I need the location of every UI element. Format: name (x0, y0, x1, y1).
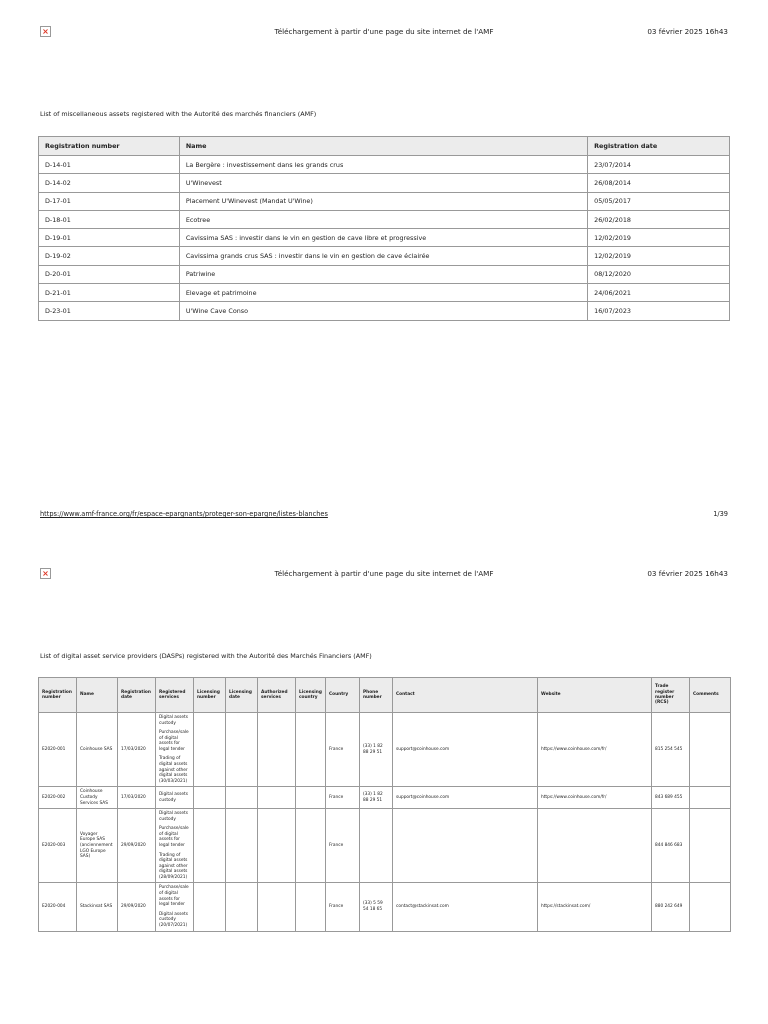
table-cell (156, 809, 194, 883)
table-cell (226, 883, 258, 931)
table-cell: (33) 5 59 54 18 65 (360, 883, 393, 931)
table-cell (156, 713, 194, 787)
table-cell: 815 254 545 (652, 713, 690, 787)
table-cell (194, 883, 226, 931)
table-cell: 16/07/2023 (588, 302, 730, 320)
table-cell: E2020-002 (39, 787, 77, 809)
service-item: Digital assets custody (20/07/2021) (159, 911, 188, 928)
table-cell: 24/06/2021 (588, 284, 730, 302)
table-cell (258, 883, 296, 931)
table-row (39, 192, 730, 210)
table-row (39, 156, 730, 174)
table-cell: D-18-01 (39, 210, 180, 228)
table-row (39, 265, 730, 283)
col-header: Registration date (588, 137, 730, 156)
table-cell: D-21-01 (39, 284, 180, 302)
table-cell: Ecotree (179, 210, 587, 228)
table-cell: D-14-01 (39, 156, 180, 174)
table-cell: D-20-01 (39, 265, 180, 283)
misc-assets-table (38, 136, 730, 321)
table-cell: support@coinhouse.com (393, 713, 538, 787)
table-cell (156, 787, 194, 809)
table-row (39, 174, 730, 192)
table-cell (194, 713, 226, 787)
table-cell: Coinhouse SAS (77, 713, 118, 787)
table-cell (690, 713, 731, 787)
dasp-table (38, 677, 731, 932)
table-row (39, 787, 731, 809)
table-cell: 26/08/2014 (588, 174, 730, 192)
table-cell: 843 689 455 (652, 787, 690, 809)
table-cell: Placement U'Winevest (Mandat U'Wine) (179, 192, 587, 210)
col-header: Country (326, 678, 360, 713)
service-item: Trading of digital assets against other digital assets (30/03/2021) (159, 756, 188, 784)
col-header: Registration number (39, 678, 77, 713)
table-cell: Cavissima grands crus SAS : investir dans le vin en gestion de cave éclairée (179, 247, 587, 265)
table-cell: contact@stackinsat.com (393, 883, 538, 931)
table-cell: U'Winevest (179, 174, 587, 192)
col-header: Registration date (118, 678, 156, 713)
table-row (39, 883, 731, 931)
table-cell: U'Wine Cave Conso (179, 302, 587, 320)
table-row (39, 713, 731, 787)
table-row (39, 284, 730, 302)
table-cell: Patriwine (179, 265, 587, 283)
table-cell (690, 787, 731, 809)
table-cell (226, 809, 258, 883)
table-cell: France (326, 883, 360, 931)
header-date: 03 février 2025 16h43 (647, 569, 728, 578)
table-cell: 08/12/2020 (588, 265, 730, 283)
table-cell: https://www.coinhouse.com/fr/ (538, 713, 652, 787)
table-cell: E2020-001 (39, 713, 77, 787)
table-cell (194, 809, 226, 883)
intro-text: List of digital asset service providers (DASPs) registered with the Autorité des Marchés Financiers (AMF) (40, 652, 372, 660)
col-header: Registered services (156, 678, 194, 713)
table-cell: France (326, 809, 360, 883)
header-title: Téléchargement à partir d'une page du site internet de l'AMF (274, 569, 494, 578)
table-cell: 23/07/2014 (588, 156, 730, 174)
service-item: Trading of digital assets against other digital assets (28/09/2021) (159, 852, 188, 880)
table-cell: D-14-02 (39, 174, 180, 192)
table-cell (258, 787, 296, 809)
table-cell: D-19-02 (39, 247, 180, 265)
page-number: 1/39 (713, 510, 728, 518)
table-cell: 26/02/2018 (588, 210, 730, 228)
table-cell (226, 713, 258, 787)
table-cell: France (326, 713, 360, 787)
col-header: Name (179, 137, 587, 156)
table-cell: D-23-01 (39, 302, 180, 320)
table-cell (296, 883, 326, 931)
page-header (40, 568, 728, 582)
table-cell: E2020-003 (39, 809, 77, 883)
table-cell (360, 809, 393, 883)
table-cell: D-19-01 (39, 229, 180, 247)
page-header (40, 26, 728, 40)
service-item: Purchase/sale of digital assets for legal tender (159, 885, 189, 908)
table-cell: 12/02/2019 (588, 229, 730, 247)
header-date: 03 février 2025 16h43 (647, 27, 728, 36)
table-cell: 05/05/2017 (588, 192, 730, 210)
col-header: Authorized services (258, 678, 296, 713)
table-row (39, 210, 730, 228)
table-cell: https://www.coinhouse.com/fr/ (538, 787, 652, 809)
intro-text: List of miscellaneous assets registered with the Autorité des marchés financiers (AMF) (40, 110, 317, 118)
table-row (39, 229, 730, 247)
table-cell (156, 883, 194, 931)
table-cell: 17/03/2020 (118, 713, 156, 787)
col-header: Contact (393, 678, 538, 713)
table-cell: Stackinsat SAS (77, 883, 118, 931)
table-cell: support@coinhouse.com (393, 787, 538, 809)
broken-image-icon: × (40, 26, 51, 37)
broken-image-icon: × (40, 568, 51, 579)
table-row (39, 809, 731, 883)
service-item: Digital assets custody (159, 792, 188, 803)
service-item: Purchase/sale of digital assets for legal tender (159, 730, 189, 752)
table-cell: Elevage et patrimoine (179, 284, 587, 302)
service-item: Purchase/sale of digital assets for legal tender (159, 826, 189, 848)
table-cell: 29/09/2020 (118, 883, 156, 931)
table-cell: https://stackinsat.com/ (538, 883, 652, 931)
table-cell: 29/09/2020 (118, 809, 156, 883)
service-item: Digital assets custody (159, 715, 188, 726)
table-cell: La Bergère : investissement dans les grands crus (179, 156, 587, 174)
col-header: Comments (690, 678, 731, 713)
table-row (39, 302, 730, 320)
table-cell (258, 809, 296, 883)
table-cell: D-17-01 (39, 192, 180, 210)
col-header: Licensing country (296, 678, 326, 713)
table-cell (393, 809, 538, 883)
col-header: Website (538, 678, 652, 713)
table-cell (226, 787, 258, 809)
table-row (39, 247, 730, 265)
table-cell (258, 713, 296, 787)
table-cell (296, 809, 326, 883)
table-cell (194, 787, 226, 809)
service-item: Digital assets custody (159, 811, 188, 822)
table-cell: (33) 1 82 88 29 51 (360, 713, 393, 787)
col-header: Licensing number (194, 678, 226, 713)
col-header: Licensing date (226, 678, 258, 713)
col-header: Registration number (39, 137, 180, 156)
table-cell (690, 809, 731, 883)
footer-link[interactable]: https://www.amf-france.org/fr/espace-epargnants/proteger-son-epargne/listes-blanches (40, 510, 328, 518)
col-header: Trade register number (RCS) (652, 678, 690, 713)
col-header: Name (77, 678, 118, 713)
table-cell (538, 809, 652, 883)
table-cell: 880 242 649 (652, 883, 690, 931)
table-cell: 844 846 683 (652, 809, 690, 883)
table-cell (690, 883, 731, 931)
table-cell: E2020-004 (39, 883, 77, 931)
table-cell: France (326, 787, 360, 809)
table-cell: Voyager Europe SAS (anciennement LGO Europe SAS) (77, 809, 118, 883)
table-cell: 12/02/2019 (588, 247, 730, 265)
table-cell: Coinhouse Custody Services SAS (77, 787, 118, 809)
table-cell: Cavissima SAS : investir dans le vin en gestion de cave libre et progressive (179, 229, 587, 247)
header-title: Téléchargement à partir d'une page du site internet de l'AMF (274, 27, 494, 36)
table-cell (296, 713, 326, 787)
table-cell: (33) 1 82 88 29 51 (360, 787, 393, 809)
col-header: Phone number (360, 678, 393, 713)
table-cell (296, 787, 326, 809)
table-cell: 17/03/2020 (118, 787, 156, 809)
